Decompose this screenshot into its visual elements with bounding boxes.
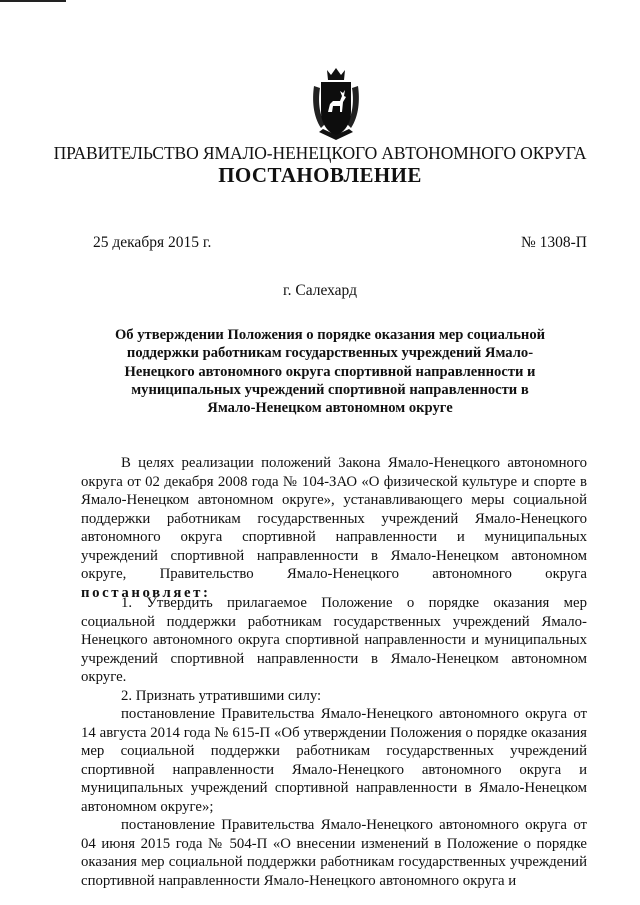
government-title: ПРАВИТЕЛЬСТВО ЯМАЛО-НЕНЕЦКОГО АВТОНОМНОГО ОКРУГА [53,143,587,163]
document-subject: Об утверждении Положения о порядке оказания мер социальной поддержки работникам государственных учреждений Ямало-Ненецкого автономного округа спортивной направленности и муниципальных учреждений спортивной направленности в Ямало-Ненецком автономном округе [114,327,546,417]
document-number: № 1308-П [520,234,587,251]
decree-word: постановляет: [81,584,211,601]
item-paragraph: 2. Признать утратившими силу: [121,687,322,704]
scan-corner-mark [0,0,66,2]
main-items-block [81,594,587,890]
item-paragraph: постановление Правительства Ямало-Ненецкого автономного округа от 14 августа 2014 года № 615-П «Об утверждении Положения о порядке оказания мер социальной поддержки работникам государственных учреждений спортивной направленности Ямало-Ненецкого автономного округа и муниципальных учреждений спортивной направленности в Ямало-Ненецком автономном округе»; [81,706,587,815]
preamble-paragraph [81,454,587,602]
yamal-nenets-coat-of-arms-icon [311,66,361,142]
document-date: 25 декабря 2015 г. [93,234,212,251]
document-city: г. Салехард [283,282,357,299]
item-paragraph: 1. Утвердить прилагаемое Положение о порядке оказания мер социальной поддержки работникам государственных учреждений Ямало-Ненецкого автономного округа спортивной направленности и муниципальных учреждений спортивной направленности в Ямало-Ненецком автономном округе. [81,595,587,685]
document-type: ПОСТАНОВЛЕНИЕ [218,163,422,187]
item-paragraph: постановление Правительства Ямало-Ненецкого автономного округа от 04 июня 2015 года № 504-П «О внесении изменений в Положение о порядке оказания мер социальной поддержки работникам государственных учреждений спортивной направленности Ямало-Ненецкого автономного округа и [81,817,587,889]
preamble-block [81,454,587,602]
preamble-text: В целях реализации положений Закона Ямало-Ненецкого автономного округа от 02 декабря 2008 года № 104-ЗАО «О физической культуре и спорте в Ямало-Ненецком автономном округе», устанавливающего меры социальной поддержки работникам государственных учреждений Ямало-Ненецкого автономного округа спортивной направленности и муниципальных учреждений спортивной направленности в Ямало-Ненецком автономном округе, Правительство Ямало-Ненецкого автономного округа [81,455,587,582]
